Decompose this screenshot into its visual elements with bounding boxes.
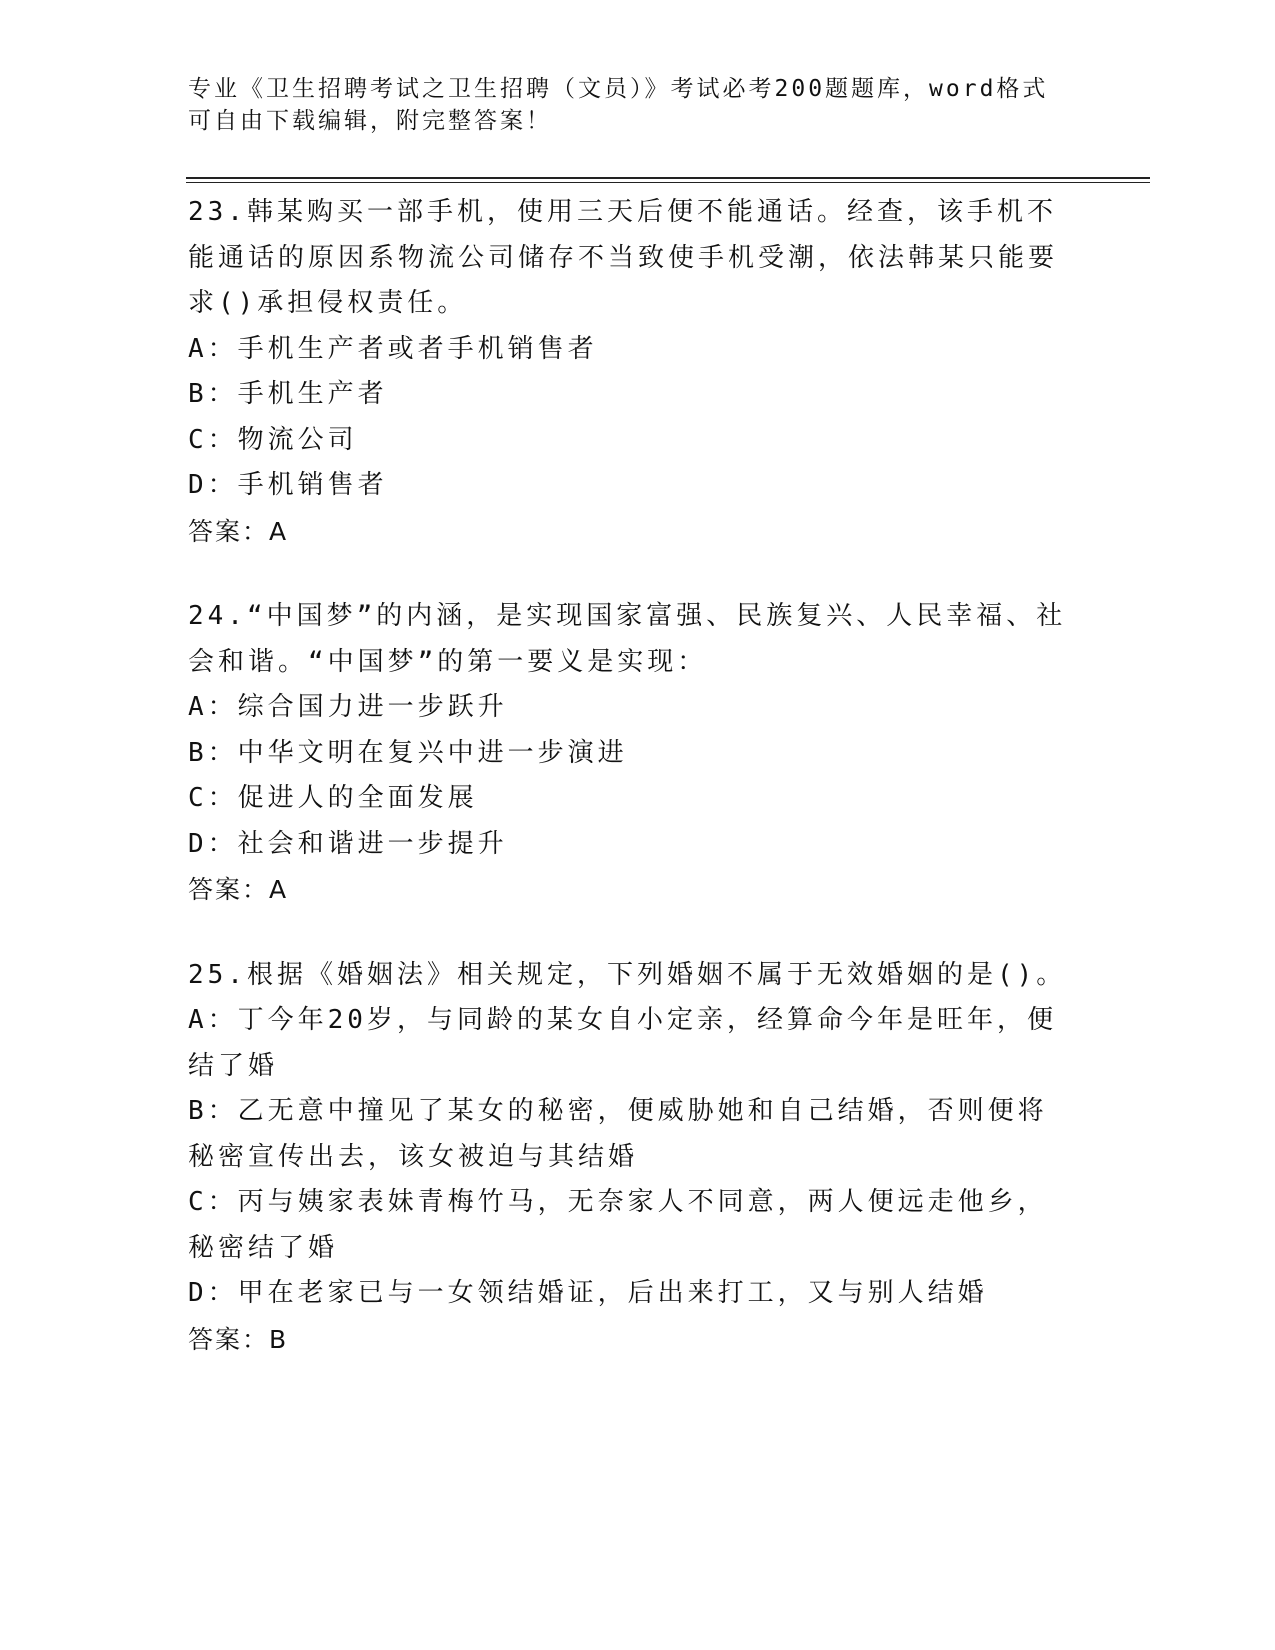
document-header: 专业《卫生招聘考试之卫生招聘（文员）》考试必考200题题库，word格式可自由下载编辑，附完整答案！ [188, 76, 1049, 134]
option-d: D：社会和谐进一步提升 [188, 828, 508, 859]
question-stem: 24.“中国梦”的内涵，是实现国家富强、民族复兴、人民幸福、社会和谐。“中国梦”的第一要义是实现： [188, 601, 1067, 677]
question-23 [188, 190, 1068, 554]
option-b: B：手机生产者 [188, 379, 388, 409]
question-list [188, 190, 1068, 1402]
option-d: D：手机销售者 [188, 470, 388, 500]
question-stem: 25.根据《婚姻法》相关规定，下列婚姻不属于无效婚姻的是()。 [188, 959, 1067, 990]
header-divider-thin [186, 182, 1150, 183]
option-a: A：丁今年20岁，与同龄的某女自小定亲，经算命今年是旺年，便结了婚 [188, 1005, 1057, 1081]
option-c: C：物流公司 [188, 424, 358, 455]
option-c: C：促进人的全面发展 [188, 783, 478, 813]
answer-label: 答案：A [188, 875, 289, 904]
question-stem: 23.韩某购买一部手机，使用三天后便不能通话。经查，该手机不能通话的原因系物流公司储存不当致使手机受潮，依法韩某只能要求()承担侵权责任。 [188, 197, 1059, 318]
answer-label: 答案：A [188, 516, 289, 546]
option-c: C：丙与姨家表妹青梅竹马，无奈家人不同意，两人便远走他乡，秘密结了婚 [188, 1187, 1048, 1263]
header-divider-thick [186, 177, 1150, 179]
question-25 [188, 953, 1068, 1363]
question-24 [188, 594, 1068, 913]
option-d: D：甲在老家已与一女领结婚证，后出来打工，又与别人结婚 [188, 1278, 988, 1308]
answer-label: 答案：B [188, 1324, 289, 1354]
option-b: B：中华文明在复兴中进一步演进 [188, 737, 628, 768]
option-b: B：乙无意中撞见了某女的秘密，便威胁她和自己结婚，否则便将秘密宣传出去，该女被迫与其结婚 [188, 1096, 1048, 1172]
option-a: A：综合国力进一步跃升 [188, 692, 508, 722]
option-a: A：手机生产者或者手机销售者 [188, 333, 598, 364]
